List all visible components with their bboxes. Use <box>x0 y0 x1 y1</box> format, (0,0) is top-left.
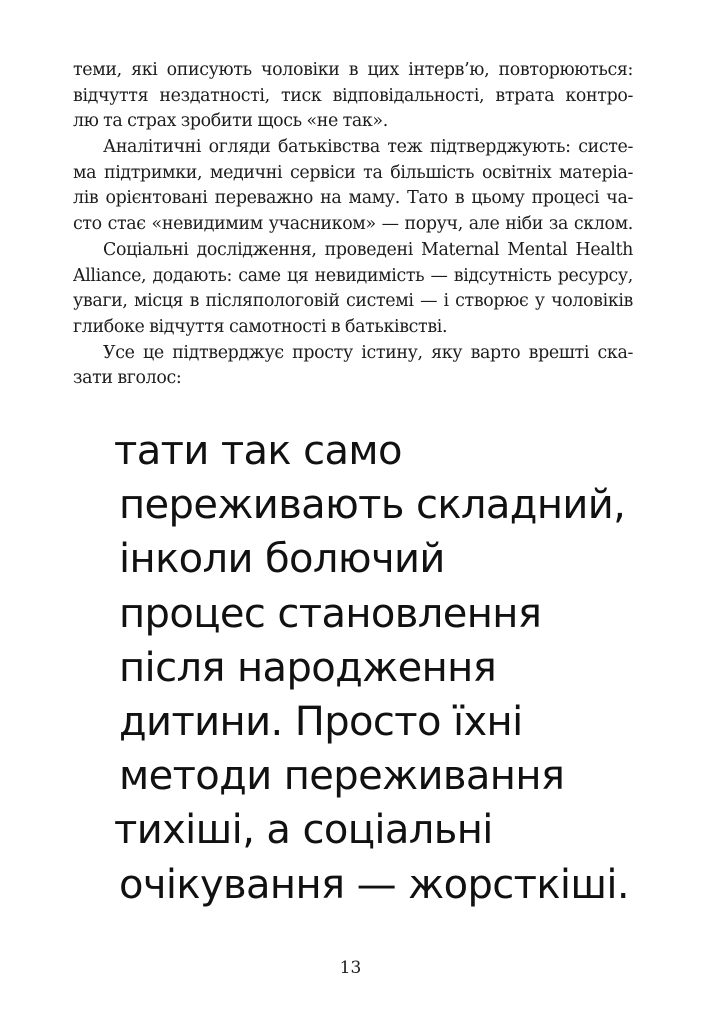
text-line: ма підтримки, медичні сервіси та більшість освітніх матеріа- <box>73 162 633 183</box>
text-line: теми, які описують чоловіки в цих інтерв’ю, повторюються: <box>73 60 633 80</box>
text-line: лю та страх зробити щось «не так». <box>73 111 388 132</box>
text-line: лів орієнтовані переважно на маму. Тато в цьому процесі ча- <box>73 188 633 209</box>
text-line: Соціальні дослідження, проведені Maternal Mental Health <box>103 239 633 260</box>
text-line: глибоке відчуття самотності в батьківстві. <box>73 316 448 337</box>
pull-quote-line: тати так само <box>114 428 402 474</box>
pull-quote-line: переживають складний, <box>119 482 626 529</box>
pull-quote-line: тихіші, а соціальні <box>114 807 493 854</box>
body-text <box>73 58 633 392</box>
pull-quote-line: після народження <box>119 644 497 691</box>
pull-quote <box>114 424 654 912</box>
text-line: відчуття нездатності, тиск відповідальності, втрата контро- <box>73 85 633 106</box>
page-number: 13 <box>339 958 362 978</box>
text-line: сто стає «невидимим учасником» — поруч, але ніби за склом. <box>73 214 633 235</box>
pull-quote-line: інколи болючий <box>119 536 445 583</box>
text-line: Аналітичні огляди батьківства теж підтверджують: систе- <box>103 137 633 158</box>
pull-quote-line: дитини. Просто їхні <box>119 698 523 745</box>
pull-quote-line: процес становлення <box>119 590 542 637</box>
pull-quote-line: методи переживання <box>119 753 565 800</box>
text-line: Alliance, додають: саме ця невидимість — відсутність ресурсу, <box>73 265 633 286</box>
text-line: Усе це підтверджує просту істину, яку варто врешті ска- <box>103 342 633 363</box>
text-line: зати вголос: <box>73 368 182 389</box>
text-line: уваги, місця в післяпологовій системі — і створює у чоловіків <box>73 291 633 312</box>
pull-quote-line: очікування — жорсткіші. <box>119 861 630 908</box>
